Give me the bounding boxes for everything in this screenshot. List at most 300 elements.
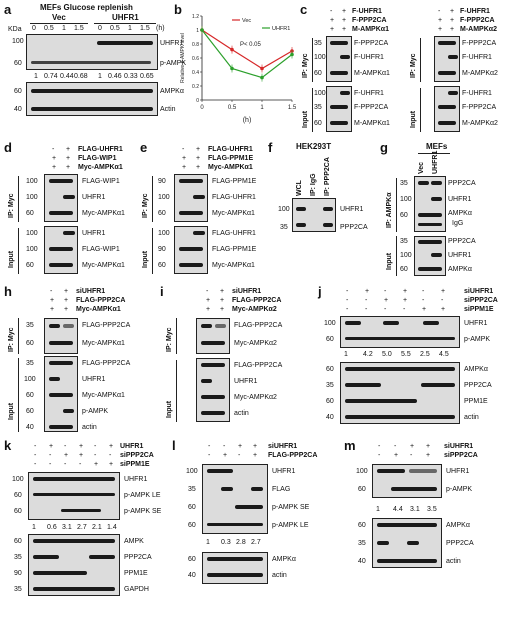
panel-j-blot-top (340, 316, 460, 348)
panel-f-row: UHFR1 (340, 206, 364, 213)
panel-j-row: p-AMPK (464, 336, 491, 343)
panel-a-time: 0.5 (110, 25, 120, 32)
panel-j-marker: 35 (326, 382, 334, 389)
panel-label-k: k (4, 438, 12, 453)
panel-j-quant: 4.2 (363, 351, 373, 358)
panel-k-sign: - (64, 443, 67, 450)
panel-l-quant: 1 (206, 539, 210, 546)
panel-d-marker: 60 (26, 210, 34, 217)
panel-l-blot-bottom (202, 552, 268, 584)
panel-l-row: actin (272, 572, 287, 579)
panel-c-treat-right: F-UHFR1 (460, 8, 490, 15)
panel-l-quant: 0.3 (221, 539, 231, 546)
panel-h-row: UHFR1 (82, 376, 106, 383)
panel-e-ip-blot (174, 174, 208, 222)
panel-m-row: actin (446, 558, 461, 565)
panel-k-marker: 60 (14, 492, 22, 499)
panel-a-quant: 0.74 (44, 73, 58, 80)
panel-l-sign: + (238, 443, 243, 450)
panel-c-ip-right: IP: Myc (410, 53, 417, 78)
panel-a-row-label: p-AMPK (160, 60, 187, 67)
panel-k-sign: - (94, 443, 97, 450)
panel-d-sign: + (52, 155, 57, 162)
panel-e-row: FLAG-PPM1E (212, 246, 257, 253)
panel-f-lane: WCL (296, 180, 303, 196)
panel-h-ip-bar (18, 318, 19, 354)
panel-k-sign: - (34, 452, 37, 459)
panel-a-group-line-vec (30, 23, 88, 24)
panel-j-quant: 2.5 (420, 351, 430, 358)
panel-h-marker: 35 (26, 322, 34, 329)
panel-j-sign: - (365, 306, 368, 313)
panel-c-left-row: F-UHFR1 (354, 54, 384, 61)
panel-label-l: l (172, 438, 176, 453)
panel-m-row: PPP2CA (446, 540, 474, 547)
panel-c-sign: + (330, 26, 335, 33)
panel-k-row: PPP2CA (124, 554, 152, 561)
panel-f-row: PPP2CA (340, 224, 368, 231)
panel-label-h: h (4, 284, 12, 299)
panel-h-input-blot (44, 356, 78, 432)
panel-l-treat: siUHFR1 (268, 443, 298, 450)
panel-m-sign: + (394, 452, 399, 459)
panel-c-right-input-blot (434, 86, 460, 132)
panel-e-sign: + (182, 155, 187, 162)
panel-l-sign: - (223, 443, 226, 450)
panel-a-kda: KDa (8, 26, 22, 33)
panel-g-input: Input (386, 252, 393, 270)
panel-j-quant: 1 (344, 351, 348, 358)
panel-l-row: UHFR1 (272, 468, 296, 475)
panel-k-marker: 60 (14, 538, 22, 545)
panel-i-ip: IP: Myc (166, 327, 173, 352)
panel-k-sign: + (109, 443, 114, 450)
panel-d-treat: FLAG-WIP1 (78, 155, 117, 162)
legend-label: UHFR1 (272, 26, 291, 32)
panel-j-sign: - (346, 297, 349, 304)
panel-c-left-input-blot (326, 86, 352, 132)
panel-j-sign: + (403, 288, 408, 295)
panel-j-sign: + (422, 306, 427, 313)
panel-k-quant: 1 (32, 524, 36, 531)
panel-c-left-ip-blot (326, 36, 352, 82)
panel-h-row: FLAG-PPP2CA (82, 322, 131, 329)
panel-l-sign: - (208, 452, 211, 459)
panel-i-sign: + (220, 306, 225, 313)
panel-d-row: Myc-AMPKα1 (82, 210, 125, 217)
panel-g-marker: 60 (400, 212, 408, 219)
panel-a-time: 0 (98, 25, 102, 32)
panel-g-ip-blot (414, 176, 446, 232)
panel-i-row: actin (234, 410, 249, 417)
panel-g-row: PPP2CA (448, 180, 476, 187)
panel-f-marker: 35 (280, 224, 288, 231)
panel-m-blot-top (372, 464, 442, 498)
panel-e-marker: 90 (158, 178, 166, 185)
panel-a-row-label: AMPKα (160, 88, 184, 95)
panel-i-row: FLAG-PPP2CA (234, 362, 283, 369)
panel-j-sign: - (422, 288, 425, 295)
panel-h-sign: + (64, 297, 69, 304)
panel-g-row: UHFR1 (448, 252, 472, 259)
panel-d-treat: FLAG-UHFR1 (78, 146, 123, 153)
panel-l-marker: 100 (186, 468, 198, 475)
panel-i-input-bar (176, 360, 177, 422)
panel-k-marker: 60 (14, 508, 22, 515)
panel-h-treat: FLAG-PPP2CA (76, 297, 126, 304)
panel-g-lane: Vec (418, 161, 425, 174)
panel-j-quant: 5.0 (382, 351, 392, 358)
panel-k-marker: 35 (14, 586, 22, 593)
panel-d-row: Myc-AMPKα1 (82, 262, 125, 269)
data-point (230, 48, 234, 52)
panel-j-sign: + (441, 306, 446, 313)
panel-h-ip: IP: Myc (8, 327, 15, 352)
panel-j-sign: + (441, 288, 446, 295)
panel-d-marker: 100 (26, 230, 38, 237)
y-tick-label: 1.2 (192, 14, 199, 20)
panel-i-treat: Myc-AMPKα2 (232, 306, 277, 313)
panel-j-sign: - (384, 288, 387, 295)
panel-m-sign: + (410, 443, 415, 450)
panel-e-input-blot (174, 226, 208, 274)
panel-h-treat: Myc-AMPKα1 (76, 306, 121, 313)
panel-a-time: 1 (128, 25, 132, 32)
y-tick-label: 1 (196, 28, 199, 34)
panel-c-left-row: F-UHFR1 (354, 90, 384, 97)
panel-l-row: p-AMPK LE (272, 522, 309, 529)
panel-e-marker: 90 (158, 246, 166, 253)
panel-m-marker: 100 (356, 468, 368, 475)
panel-e-marker: 60 (158, 210, 166, 217)
panel-l-sign: - (238, 452, 241, 459)
panel-i-row: Myc-AMPKα2 (234, 394, 277, 401)
panel-i-sign: + (206, 306, 211, 313)
panel-d-ip-bar (18, 176, 19, 222)
panel-j-sign: - (365, 297, 368, 304)
x-tick-label: 1.5 (287, 105, 297, 111)
data-point (260, 76, 264, 80)
panel-label-i: i (160, 284, 164, 299)
panel-h-marker: 40 (26, 424, 34, 431)
panel-c-right-row: M-AMPKα2 (462, 70, 498, 77)
panel-i-sign: - (206, 288, 209, 295)
panel-l-row: p-AMPK SE (272, 504, 310, 511)
y-tick-label: 0.4 (192, 70, 199, 76)
panel-h-input-bar (18, 358, 19, 432)
panel-a-time: 1.5 (74, 25, 84, 32)
panel-b-chart (176, 8, 298, 126)
panel-m-marker: 60 (358, 522, 366, 529)
panel-g-marker: 100 (400, 196, 412, 203)
x-axis-label: (h) (242, 117, 252, 124)
panel-i-treat: siUHFR1 (232, 288, 262, 295)
panel-h-row: FLAG-PPP2CA (82, 360, 131, 367)
panel-e-sign: + (196, 146, 201, 153)
panel-j-sign: + (365, 288, 370, 295)
panel-m-row: AMPKα (446, 522, 470, 529)
panel-g-row: UHFR1 (448, 196, 472, 203)
panel-e-input: Input (142, 250, 149, 268)
panel-d-row: UHFR1 (82, 194, 106, 201)
panel-c-sign: - (438, 8, 441, 15)
panel-i-input: Input (166, 400, 173, 418)
panel-k-sign: - (79, 461, 82, 468)
panel-a-marker: 60 (14, 88, 22, 95)
panel-g-ip: IP: AMPKα (386, 192, 393, 228)
panel-l-quant: 2.8 (236, 539, 246, 546)
panel-j-marker: 40 (326, 414, 334, 421)
panel-d-sign: + (66, 146, 71, 153)
panel-m-quant: 3.1 (410, 506, 420, 513)
panel-g-marker: 35 (400, 238, 408, 245)
panel-k-treat: siPPM1E (120, 461, 150, 468)
panel-h-marker: 60 (26, 408, 34, 415)
panel-j-row: PPM1E (464, 398, 488, 405)
panel-c-sign: + (450, 8, 455, 15)
y-tick-label: 0.2 (192, 84, 199, 90)
panel-g-row: PPP2CA (448, 238, 476, 245)
panel-j-marker: 60 (326, 398, 334, 405)
panel-a-time: 1 (62, 25, 66, 32)
panel-g-row: AMPKα (448, 266, 472, 273)
panel-k-marker: 35 (14, 554, 22, 561)
panel-e-row: FLAG-PPM1E (212, 178, 257, 185)
series-line-vec (202, 30, 292, 69)
panel-g-row: AMPKα (448, 210, 472, 217)
panel-d-row: UHFR1 (82, 230, 106, 237)
panel-a-group-uhfr1: UHFR1 (112, 13, 139, 22)
panel-a-quant: 0.46 (108, 73, 122, 80)
y-axis-label: Relative p-AMPK level (180, 33, 186, 83)
panel-d-row: FLAG-WIP1 (82, 178, 120, 185)
panel-c-left-row: M-AMPKα1 (354, 120, 390, 127)
panel-f-lane: IP: PPP2CA (324, 157, 331, 196)
panel-g-marker: 35 (400, 180, 408, 187)
panel-j-sign: + (384, 297, 389, 304)
panel-c-left-row: F-PPP2CA (354, 40, 389, 47)
panel-a-marker: 60 (14, 60, 22, 67)
panel-c-sign: + (438, 17, 443, 24)
panel-k-sign: + (79, 443, 84, 450)
panel-j-sign: - (403, 306, 406, 313)
panel-c-marker: 60 (314, 120, 322, 127)
panel-g-lane: UHFR1 (432, 150, 439, 174)
panel-k-marker: 90 (14, 570, 22, 577)
panel-g-ip-bar (396, 178, 397, 232)
panel-label-a: a (4, 2, 12, 17)
panel-e-treat: Myc-AMPKα1 (208, 164, 253, 171)
panel-i-input-blot (196, 358, 230, 422)
panel-c-input-left: Input (302, 110, 309, 128)
panel-d-treat: Myc-AMPKα1 (78, 164, 123, 171)
panel-m-quant: 4.4 (393, 506, 403, 513)
panel-c-ip-left: IP: Myc (302, 53, 309, 78)
x-tick-label: 1 (260, 105, 264, 111)
panel-m-treat: siPPP2CA (444, 452, 478, 459)
panel-m-sign: - (378, 452, 381, 459)
panel-i-row: FLAG-PPP2CA (234, 322, 283, 329)
panel-c-right-row: F-UHFR1 (462, 90, 492, 97)
panel-m-row: UHFR1 (446, 468, 470, 475)
panel-c-treat-right: M-AMPKα2 (460, 26, 497, 33)
panel-m-sign: + (426, 452, 431, 459)
panel-m-sign: - (378, 443, 381, 450)
panel-a-time: 0 (32, 25, 36, 32)
panel-i-ip-bar (176, 318, 177, 354)
panel-l-sign: + (223, 452, 228, 459)
panel-d-input-bar (18, 228, 19, 274)
panel-i-treat: FLAG-PPP2CA (232, 297, 282, 304)
panel-m-quant: 1 (376, 506, 380, 513)
panel-k-sign: + (49, 443, 54, 450)
panel-k-sign: - (94, 452, 97, 459)
panel-c-sign: + (342, 17, 347, 24)
panel-l-blot-top (202, 464, 268, 534)
panel-a-group-vec: Vec (52, 13, 66, 22)
panel-k-blot-bottom (28, 534, 120, 596)
panel-e-sign: + (196, 164, 201, 171)
panel-k-treat: UHFR1 (120, 443, 144, 450)
panel-e-row: Myc-AMPKα1 (212, 262, 255, 269)
panel-d-input-blot (44, 226, 78, 274)
panel-a-quant: 1 (98, 73, 102, 80)
panel-h-sign: - (50, 288, 53, 295)
panel-h-sign: + (64, 306, 69, 313)
panel-h-sign: + (50, 297, 55, 304)
panel-k-sign: - (34, 461, 37, 468)
panel-l-marker: 60 (188, 556, 196, 563)
panel-c-sign: + (450, 17, 455, 24)
panel-m-treat: siUHFR1 (444, 443, 474, 450)
panel-f-marker: 100 (278, 206, 290, 213)
panel-j-sign: + (403, 297, 408, 304)
panel-i-row: UHFR1 (234, 378, 258, 385)
panel-i-ip-blot (196, 318, 230, 354)
panel-c-treat-left: F-PPP2CA (352, 17, 387, 24)
panel-g-title: MEFs (426, 142, 448, 151)
panel-j-sign: - (346, 288, 349, 295)
panel-m-sign: + (426, 443, 431, 450)
panel-j-treat: siPPP2CA (464, 297, 498, 304)
panel-k-sign: - (49, 461, 52, 468)
panel-e-sign: + (182, 164, 187, 171)
panel-l-quant: 2.7 (251, 539, 261, 546)
panel-h-marker: 60 (26, 340, 34, 347)
panel-a-row-label: Actin (160, 106, 176, 113)
panel-k-sign: - (49, 452, 52, 459)
panel-e-row: FLAG-UHFR1 (212, 194, 256, 201)
panel-l-marker: 60 (188, 504, 196, 511)
panel-j-row: AMPKα (464, 366, 488, 373)
panel-c-ip-bar-right (420, 38, 421, 82)
panel-c-left-row: M-AMPKα1 (354, 70, 390, 77)
panel-c-input-right: Input (410, 110, 417, 128)
panel-c-sign: + (342, 8, 347, 15)
panel-g-marker: 60 (400, 266, 408, 273)
panel-c-right-row: F-PPP2CA (462, 40, 497, 47)
panel-label-f: f (268, 140, 273, 155)
panel-label-j: j (318, 284, 322, 299)
x-tick-label: 0 (200, 105, 204, 111)
panel-h-row: Myc-AMPKα1 (82, 340, 125, 347)
panel-c-right-ip-blot (434, 36, 460, 82)
panel-a-title: MEFs Glucose replenish (40, 3, 133, 12)
panel-d-marker: 60 (26, 262, 34, 269)
panel-k-sign: + (109, 461, 114, 468)
panel-d-sign: + (52, 164, 57, 171)
panel-e-ip: IP: Myc (142, 193, 149, 218)
panel-i-row: Myc-AMPKα2 (234, 340, 277, 347)
panel-a-quant: 0.65 (140, 73, 154, 80)
panel-c-sign: + (438, 26, 443, 33)
panel-k-row: p-AMPK SE (124, 508, 162, 515)
panel-c-marker: 60 (314, 70, 322, 77)
panel-f-lane: IP: IgG (310, 173, 317, 196)
panel-k-row: UHFR1 (124, 476, 148, 483)
panel-d-marker: 100 (26, 246, 38, 253)
series-line-uhfr1 (202, 30, 292, 78)
panel-c-marker: 100 (314, 90, 326, 97)
panel-l-row: FLAG (272, 486, 291, 493)
panel-j-quant: 5.5 (401, 351, 411, 358)
panel-c-ip-bar-left (312, 38, 313, 82)
panel-i-sign: + (206, 297, 211, 304)
panel-g-marker: 100 (400, 252, 412, 259)
panel-k-quant: 0.6 (47, 524, 57, 531)
panel-e-marker: 60 (158, 262, 166, 269)
panel-d-ip-blot (44, 174, 78, 222)
panel-h-sign: + (64, 288, 69, 295)
panel-label-d: d (4, 140, 12, 155)
panel-k-blot-top (28, 472, 120, 520)
panel-c-right-row: F-PPP2CA (462, 104, 497, 111)
panel-k-quant: 2.1 (92, 524, 102, 531)
panel-a-marker: 40 (14, 106, 22, 113)
panel-j-row: PPP2CA (464, 382, 492, 389)
panel-a-quant: 1 (34, 73, 38, 80)
panel-h-ip-blot (44, 318, 78, 354)
panel-m-marker: 40 (358, 558, 366, 565)
panel-label-m: m (344, 438, 356, 453)
panel-k-quant: 3.1 (62, 524, 72, 531)
data-point (230, 67, 234, 71)
panel-g-row: IgG (452, 220, 464, 227)
panel-a-time: 0.5 (44, 25, 54, 32)
panel-m-quant: 3.5 (427, 506, 437, 513)
legend-label: Vec (242, 18, 252, 24)
x-tick-label: 0.5 (227, 105, 237, 111)
panel-e-treat: FLAG-PPM1E (208, 155, 254, 162)
panel-e-input-bar (152, 228, 153, 274)
panel-c-treat-left: F-UHFR1 (352, 8, 382, 15)
panel-k-quant: 1.4 (107, 524, 117, 531)
panel-e-sign: + (196, 155, 201, 162)
panel-l-marker: 60 (188, 522, 196, 529)
data-point (200, 28, 204, 32)
panel-d-ip: IP: Myc (8, 193, 15, 218)
panel-k-quant: 2.7 (77, 524, 87, 531)
panel-d-input: Input (8, 250, 15, 268)
panel-c-sign: - (330, 8, 333, 15)
data-point (290, 53, 294, 57)
panel-h-sign: + (50, 306, 55, 313)
panel-j-sign: - (441, 297, 444, 304)
panel-c-right-row: F-UHFR1 (462, 54, 492, 61)
panel-l-marker: 40 (188, 572, 196, 579)
panel-label-e: e (140, 140, 148, 155)
panel-f-blot (292, 198, 336, 232)
